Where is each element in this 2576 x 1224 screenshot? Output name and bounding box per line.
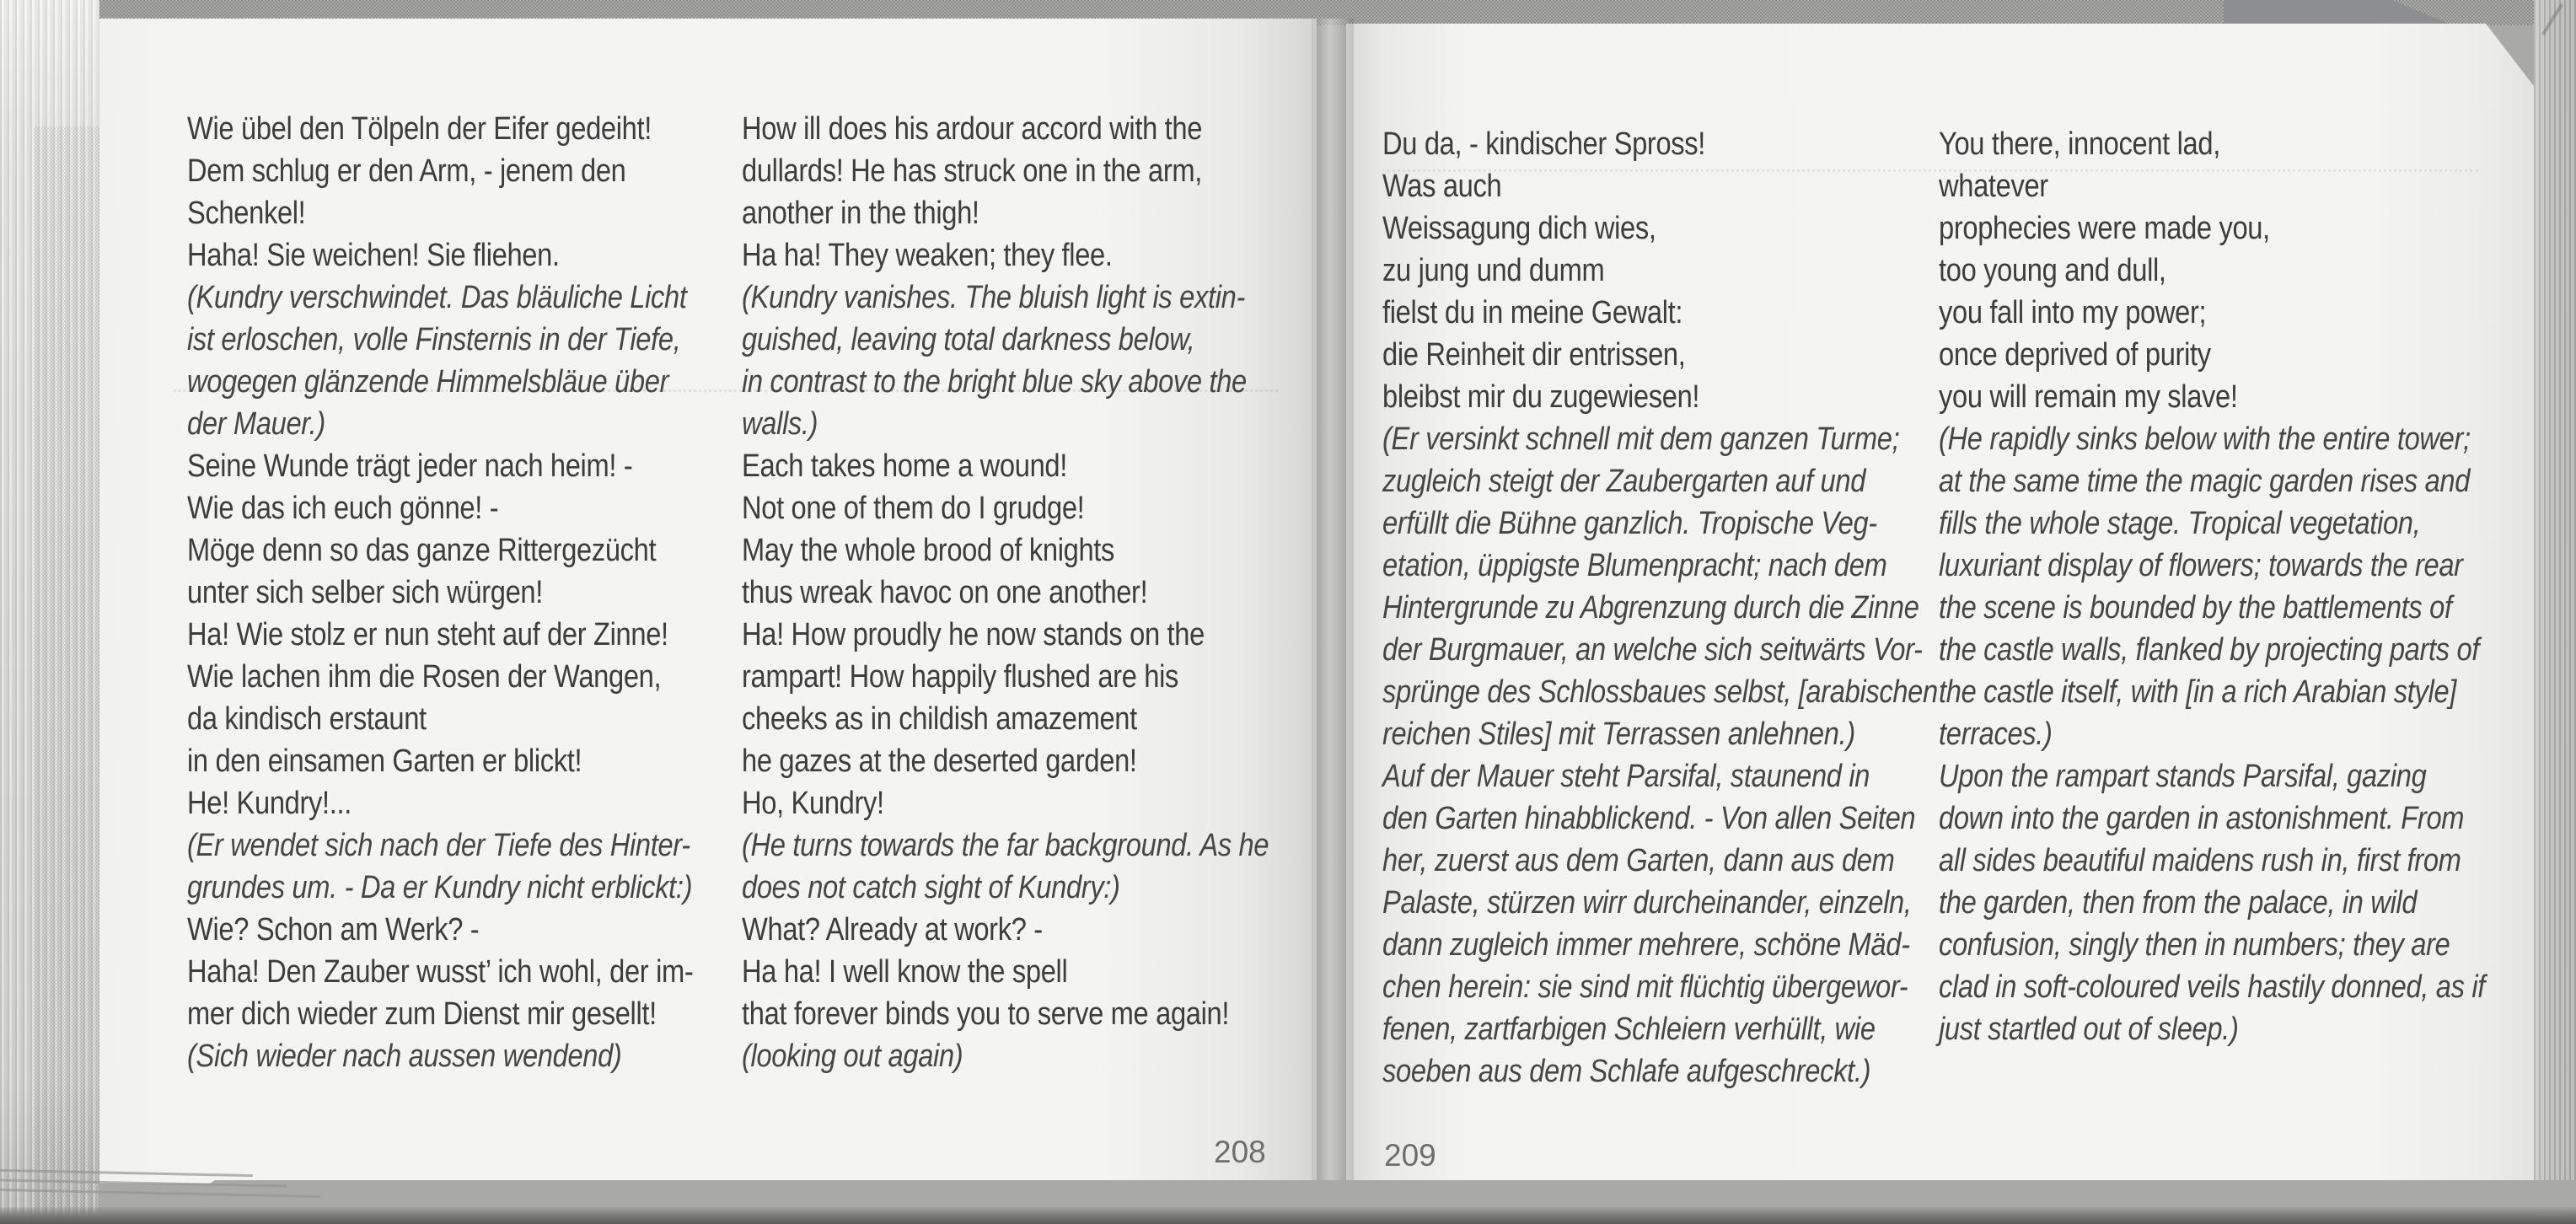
text-line: How ill does his ardour accord with the bbox=[742, 111, 1203, 147]
text-line: wogegen glänzende Himmelsbläue über bbox=[187, 364, 669, 400]
text-line: all sides beautiful maidens rush in, first from bbox=[1939, 843, 2461, 878]
text-line: die Reinheit dir entrissen, bbox=[1382, 337, 1686, 373]
text-line: zugleich steigt der Zaubergarten auf und bbox=[1382, 464, 1866, 499]
text-line: Hintergrunde zu Abgrenzung durch die Zinne bbox=[1382, 590, 1919, 625]
text-line: Was auch bbox=[1382, 169, 1502, 204]
text-line: erfüllt die Bühne ganzlich. Tropische Veg- bbox=[1382, 506, 1877, 541]
text-line: Ha! Wie stolz er nun steht auf der Zinne! bbox=[187, 617, 668, 652]
text-line: Du da, - kindischer Spross! bbox=[1382, 126, 1706, 162]
text-line: the castle itself, with [in a rich Arabian style] bbox=[1939, 674, 2457, 710]
text-line: (Er versinkt schnell mit dem ganzen Turme; bbox=[1382, 421, 1900, 457]
text-line: Wie lachen ihm die Rosen der Wangen, bbox=[187, 659, 662, 695]
text-line: cheeks as in childish amazement bbox=[742, 701, 1137, 737]
text-line: Weissagung dich wies, bbox=[1382, 211, 1656, 246]
text-line: guished, leaving total darkness below, bbox=[742, 322, 1195, 357]
text-line: fenen, zartfarbigen Schleiern verhüllt, wie bbox=[1382, 1012, 1876, 1047]
text-line: da kindisch erstaunt bbox=[187, 701, 427, 737]
text-line: rampart! How happily flushed are his bbox=[742, 659, 1179, 695]
text-line: at the same time the magic garden rises and bbox=[1939, 464, 2471, 499]
text-line: in contrast to the bright blue sky above the bbox=[742, 364, 1247, 400]
right-page-german-column bbox=[1382, 123, 1940, 1092]
text-line: walls.) bbox=[742, 406, 818, 442]
text-line: Wie das ich euch gönne! - bbox=[187, 491, 499, 526]
text-line: confusion, singly then in numbers; they are bbox=[1939, 927, 2450, 963]
text-line: reichen Stiles] mit Terrassen anlehnen.) bbox=[1382, 717, 1855, 752]
text-line: just startled out of sleep.) bbox=[1939, 1012, 2239, 1047]
text-line: whatever bbox=[1939, 169, 2048, 204]
text-line: Each takes home a wound! bbox=[742, 448, 1067, 484]
text-line: ist erloschen, volle Finsternis in der Tiefe, bbox=[187, 322, 681, 357]
text-line: the castle walls, flanked by projecting parts of bbox=[1939, 632, 2480, 668]
text-line: in den einsamen Garten er blickt! bbox=[187, 744, 582, 779]
text-line: You there, innocent lad, bbox=[1939, 126, 2220, 162]
text-line: fills the whole stage. Tropical vegetation, bbox=[1939, 506, 2421, 541]
text-line: fielst du in meine Gewalt: bbox=[1382, 295, 1683, 330]
page-stack-streaks-right bbox=[2534, 0, 2576, 1224]
text-line: (Sich wieder nach aussen wendend) bbox=[187, 1039, 622, 1074]
page-number-left: 208 bbox=[1214, 1135, 1266, 1169]
text-line: prophecies were made you, bbox=[1939, 211, 2270, 246]
book-bottom-shadow bbox=[0, 1207, 2576, 1224]
text-line: Wie übel den Tölpeln der Eifer gedeiht! bbox=[187, 111, 652, 147]
text-line: (He turns towards the far background. As he bbox=[742, 828, 1269, 863]
left-page-english-column bbox=[742, 108, 1300, 1077]
text-line: Ha! How proudly he now stands on the bbox=[742, 617, 1205, 652]
text-line: bleibst mir du zugewiesen! bbox=[1382, 379, 1700, 415]
text-line: unter sich selber sich würgen! bbox=[187, 575, 543, 610]
text-line: (Kundry verschwindet. Das bläuliche Licht bbox=[187, 280, 687, 315]
text-line: dann zugleich immer mehrere, schöne Mäd- bbox=[1382, 927, 1910, 963]
text-line: Wie? Schon am Werk? - bbox=[187, 912, 480, 948]
page-number-right: 209 bbox=[1384, 1138, 1436, 1173]
text-line: terraces.) bbox=[1939, 717, 2053, 752]
text-line: der Mauer.) bbox=[187, 406, 325, 442]
text-line: too young and dull, bbox=[1939, 253, 2166, 288]
text-line: luxuriant display of flowers; towards the rear bbox=[1939, 548, 2463, 583]
text-line: the scene is bounded by the battlements of bbox=[1939, 590, 2452, 625]
text-line: another in the thigh! bbox=[742, 196, 979, 231]
text-line: Auf der Mauer steht Parsifal, staunend in bbox=[1382, 759, 1870, 794]
text-line: Ha ha! They weaken; they flee. bbox=[742, 238, 1113, 273]
text-line: He! Kundry!... bbox=[187, 786, 352, 821]
text-line: grundes um. - Da er Kundry nicht erblickt:) bbox=[187, 870, 693, 905]
text-line: sprünge des Schlossbaues selbst, [arabischen bbox=[1382, 674, 1938, 710]
text-line: dullards! He has struck one in the arm, bbox=[742, 153, 1203, 189]
text-line: Haha! Den Zauber wusst’ ich wohl, der im- bbox=[187, 954, 694, 990]
text-line: Upon the rampart stands Parsifal, gazing bbox=[1939, 759, 2427, 794]
book-gutter-shadow bbox=[1312, 19, 1354, 1185]
text-line: thus wreak havoc on one another! bbox=[742, 575, 1148, 610]
text-line: den Garten hinabblickend. - Von allen Seiten bbox=[1382, 801, 1916, 836]
text-line: Möge denn so das ganze Rittergezücht bbox=[187, 533, 657, 568]
text-line: Dem schlug er den Arm, - jenem den bbox=[187, 153, 626, 189]
text-line: etation, üppigste Blumenpracht; nach dem bbox=[1382, 548, 1887, 583]
text-line: clad in soft-coloured veils hastily donned, as if bbox=[1939, 969, 2485, 1005]
text-line: What? Already at work? - bbox=[742, 912, 1043, 948]
text-line: her, zuerst aus dem Garten, dann aus dem bbox=[1382, 843, 1895, 878]
text-line: Ho, Kundry! bbox=[742, 786, 884, 821]
text-line: you will remain my slave! bbox=[1939, 379, 2238, 415]
text-line: (Kundry vanishes. The bluish light is extin- bbox=[742, 280, 1246, 315]
text-line: down into the garden in astonishment. From bbox=[1939, 801, 2465, 836]
text-line: (He rapidly sinks below with the entire tower; bbox=[1939, 421, 2471, 457]
left-page-german-column bbox=[187, 108, 745, 1077]
right-page-english-column bbox=[1939, 123, 2497, 1050]
text-line: does not catch sight of Kundry:) bbox=[742, 870, 1120, 905]
text-line: that forever binds you to serve me again! bbox=[742, 996, 1230, 1032]
text-line: May the whole brood of knights bbox=[742, 533, 1115, 568]
text-line: the garden, then from the palace, in wild bbox=[1939, 885, 2418, 921]
text-line: soeben aus dem Schlafe aufgeschreckt.) bbox=[1382, 1054, 1871, 1089]
text-line: der Burgmauer, an welche sich seitwärts Vor- bbox=[1382, 632, 1923, 668]
text-line: chen herein: sie sind mit flüchtig übergewor- bbox=[1382, 969, 1908, 1005]
text-line: Haha! Sie weichen! Sie fliehen. bbox=[187, 238, 560, 273]
text-line: mer dich wieder zum Dienst mir gesellt! bbox=[187, 996, 657, 1032]
page-stack-halftone bbox=[34, 126, 99, 1224]
text-line: (looking out again) bbox=[742, 1039, 963, 1074]
text-line: zu jung und dumm bbox=[1382, 253, 1605, 288]
text-line: you fall into my power; bbox=[1939, 295, 2207, 330]
text-line: once deprived of purity bbox=[1939, 337, 2211, 373]
text-line: Not one of them do I grudge! bbox=[742, 491, 1085, 526]
text-line: Schenkel! bbox=[187, 196, 306, 231]
text-line: Ha ha! I well know the spell bbox=[742, 954, 1068, 990]
text-line: (Er wendet sich nach der Tiefe des Hinter- bbox=[187, 828, 690, 863]
text-line: he gazes at the deserted garden! bbox=[742, 744, 1137, 779]
text-line: Seine Wunde trägt jeder nach heim! - bbox=[187, 448, 633, 484]
text-line: Palaste, stürzen wirr durcheinander, einzeln, bbox=[1382, 885, 1912, 921]
